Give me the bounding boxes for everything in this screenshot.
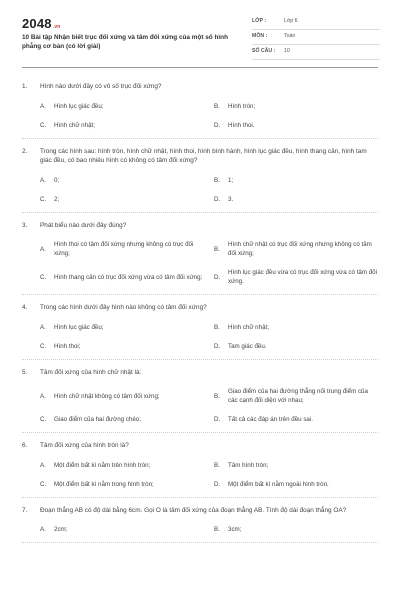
meta-value: Toán: [284, 33, 296, 39]
answer-option[interactable]: [214, 176, 378, 185]
option-text: Tâm hình tròn;: [228, 461, 269, 469]
answer-option[interactable]: [40, 102, 204, 111]
option-letter: B.: [214, 392, 220, 400]
option-letter: A.: [40, 526, 46, 533]
option-letter: A.: [40, 102, 46, 110]
meta-key: LỚP :: [252, 18, 267, 24]
question-text: [22, 506, 378, 516]
meta-key: MÔN :: [252, 33, 268, 39]
answer-options: [22, 461, 378, 489]
meta-row-subject: [252, 30, 380, 45]
question-4: [22, 303, 378, 360]
option-letter: A.: [40, 461, 46, 469]
answer-options: [22, 240, 378, 286]
question-body: Hình nào dưới đây có vô số trục đối xứng?: [40, 83, 162, 90]
option-letter: D.: [214, 342, 221, 350]
question-text: [22, 221, 378, 231]
answer-option[interactable]: [214, 240, 378, 258]
option-text: Hình lục giác đều;: [54, 323, 104, 331]
answer-option[interactable]: [40, 461, 204, 470]
question-text: [22, 82, 378, 92]
option-letter: A.: [40, 245, 46, 253]
question-body: Trong các hình sau: hình tròn, hình chữ nhật, hình thoi, hình bình hành, hình lục giác đều, hình thang cân, hình tam giác đều, có bao nhiêu hình có không có tâm đối xứng?: [40, 147, 367, 164]
answer-option[interactable]: [40, 240, 204, 258]
answer-option[interactable]: [214, 102, 378, 111]
option-letter: A.: [40, 392, 46, 400]
option-text: Hình chữ nhật;: [228, 323, 269, 331]
option-text: 0;: [54, 176, 60, 184]
question-text: [22, 368, 378, 378]
site-logo[interactable]: [22, 16, 61, 31]
meta-row-count: [252, 45, 380, 60]
answer-option[interactable]: [40, 121, 204, 130]
answer-option[interactable]: [214, 461, 378, 470]
question-body: Tâm đối xứng của hình chữ nhật là:: [40, 368, 142, 376]
option-text: 1;: [228, 176, 234, 184]
question-number: 4.: [22, 304, 28, 311]
option-text: Giao điểm của hai đường thẳng nối trung điểm của các cạnh đối diện với nhau;: [228, 388, 368, 404]
answer-options: [22, 102, 378, 130]
answer-option[interactable]: [40, 387, 204, 405]
meta-row-grade: [252, 15, 380, 30]
document-title: 10 Bài tập Nhận biết trục đối xứng và tâm đối xứng của một số hình phẳng cơ bản (có lời giải): [22, 34, 228, 50]
meta-value: Lớp 6: [284, 18, 298, 24]
question-text: [22, 147, 378, 166]
question-number: 3.: [22, 221, 28, 229]
option-text: 3cm;: [228, 526, 242, 533]
answer-options: [22, 176, 378, 204]
answer-option[interactable]: [40, 176, 204, 185]
option-text: Tam giác đều.: [228, 342, 267, 350]
answer-options: [22, 387, 378, 424]
document-meta: [252, 15, 380, 60]
option-letter: D.: [214, 480, 221, 488]
option-letter: B.: [214, 176, 220, 184]
answer-option[interactable]: [214, 121, 378, 130]
option-letter: B.: [214, 461, 220, 469]
option-letter: C.: [40, 273, 47, 281]
question-number: 2.: [22, 147, 28, 155]
question-number: 5.: [22, 368, 28, 376]
option-text: 2;: [54, 195, 60, 203]
answer-option[interactable]: [40, 342, 204, 351]
header-divider: [22, 67, 378, 68]
answer-option[interactable]: [40, 480, 204, 489]
option-letter: A.: [40, 176, 46, 184]
option-text: Một điểm bất kì nằm trong hình tròn;: [54, 480, 154, 488]
option-letter: C.: [40, 416, 47, 423]
answer-option[interactable]: [214, 415, 378, 424]
question-2: [22, 147, 378, 213]
question-body: Đoạn thẳng AB có độ dài bằng 6cm. Gọi O là tâm đối xứng của đoạn thẳng AB. Tính độ dài đoạn thẳng OA?: [40, 506, 347, 514]
answer-options: [22, 323, 378, 351]
option-text: Hình lục giác đều vừa có trục đối xứng vừa có tâm đối xứng.: [228, 269, 377, 285]
answer-option[interactable]: [214, 387, 378, 405]
question-number: 1.: [22, 83, 28, 90]
question-7: [22, 506, 378, 544]
answer-option[interactable]: [214, 323, 378, 332]
question-6: [22, 441, 378, 498]
answer-option[interactable]: [40, 323, 204, 332]
option-text: Một điểm bất kì nằm trên hình tròn;: [54, 461, 151, 469]
option-letter: A.: [40, 323, 46, 331]
answer-option[interactable]: [214, 342, 378, 351]
option-letter: C.: [40, 342, 47, 350]
document-header: [0, 0, 400, 70]
meta-value: 10: [284, 48, 290, 54]
option-text: 2cm;: [54, 526, 68, 533]
option-letter: B.: [214, 245, 220, 253]
question-number: 6.: [22, 442, 28, 449]
answer-option[interactable]: [214, 268, 378, 286]
answer-options: [22, 525, 378, 534]
logo-text: 2048: [22, 16, 52, 31]
question-body: Trong các hình dưới đây hình nào không có tâm đối xứng?: [40, 304, 207, 311]
question-3: [22, 221, 378, 296]
option-letter: D.: [214, 195, 221, 203]
option-letter: C.: [40, 480, 47, 488]
option-letter: D.: [214, 416, 221, 423]
meta-key: SỐ CÂU :: [252, 48, 276, 54]
option-letter: D.: [214, 273, 221, 281]
question-body: Phát biểu nào dưới đây đúng?: [40, 221, 127, 229]
option-text: Hình chữ nhật;: [54, 121, 95, 129]
answer-option[interactable]: [214, 525, 378, 534]
option-letter: D.: [214, 121, 221, 129]
answer-option[interactable]: [40, 415, 204, 424]
question-body: Tâm đối xứng của hình tròn là?: [40, 442, 129, 449]
question-1: [22, 82, 378, 139]
answer-option[interactable]: [214, 195, 378, 204]
option-text: Hình thoi có tâm đối xứng nhưng không có trục đối xứng;: [54, 241, 194, 257]
option-letter: B.: [214, 526, 220, 533]
question-number: 7.: [22, 506, 28, 514]
option-text: Tất cả các đáp án trên đều sai.: [228, 416, 313, 423]
question-5: [22, 368, 378, 434]
option-text: Hình thang cân có trục đối xứng vừa có tâm đối xứng;: [54, 273, 203, 281]
answer-option[interactable]: [40, 268, 204, 286]
option-letter: C.: [40, 195, 47, 203]
option-text: Giao điểm của hai đường chéo;: [54, 416, 141, 423]
option-text: Hình chữ nhật có trục đối xứng nhưng không có tâm đối xứng;: [228, 241, 372, 257]
answer-option[interactable]: [214, 480, 378, 489]
option-text: 3.: [228, 195, 234, 203]
option-text: Hình thoi.: [228, 121, 255, 129]
option-text: Hình lục giác đều;: [54, 102, 104, 110]
option-text: Hình tròn;: [228, 102, 256, 110]
answer-option[interactable]: [40, 195, 204, 204]
question-text: [22, 303, 378, 313]
option-text: Một điểm bất kì nằm ngoài hình tròn.: [228, 480, 329, 488]
question-text: [22, 441, 378, 451]
logo-suffix: .vn: [52, 24, 61, 30]
option-letter: B.: [214, 323, 220, 331]
question-list: [22, 82, 378, 551]
option-text: Hình chữ nhật không có tâm đối xứng;: [54, 392, 160, 400]
option-text: Hình thoi;: [54, 342, 81, 350]
option-letter: C.: [40, 121, 47, 129]
option-letter: B.: [214, 102, 220, 110]
answer-option[interactable]: [40, 525, 204, 534]
